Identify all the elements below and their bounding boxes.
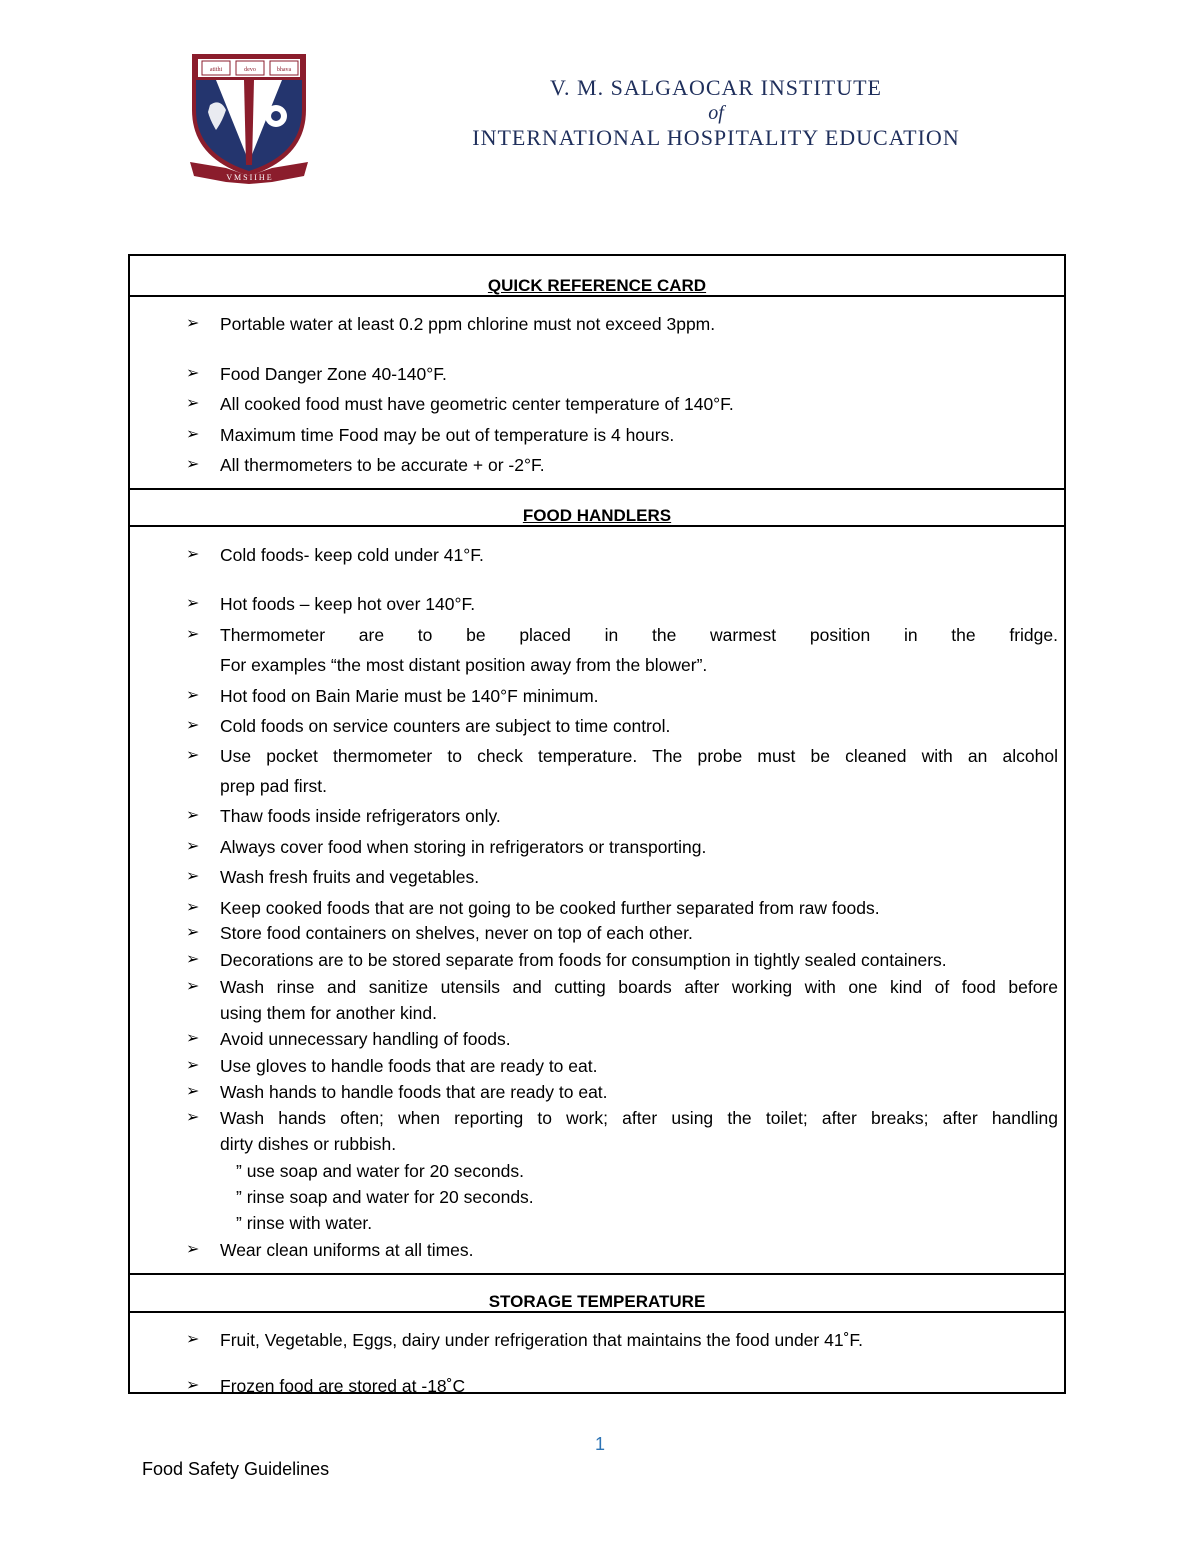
divider [130,295,1064,297]
sub-item: ” rinse with water. [236,1213,373,1233]
list-item-continuation: dirty dishes or rubbish. [220,1134,397,1154]
arrow-bullet-icon: ➢ [186,1083,200,1100]
divider [130,488,1064,490]
arrow-bullet-icon: ➢ [186,595,200,612]
arrow-bullet-icon: ➢ [186,365,200,382]
institute-crest-logo [186,50,312,186]
list-item-continuation: For examples “the most distant position away from the blower”. [220,655,708,675]
arrow-bullet-icon: ➢ [186,1331,200,1348]
divider [130,1311,1064,1313]
arrow-bullet-icon: ➢ [186,456,200,473]
arrow-bullet-icon: ➢ [186,838,200,855]
sub-item: ” rinse soap and water for 20 seconds. [236,1187,534,1207]
storage-temperature-heading: STORAGE TEMPERATURE [488,1292,706,1311]
page-number: 1 [594,1434,605,1454]
food-handlers-heading: FOOD HANDLERS [522,506,672,525]
institute-name-line1: V. M. SALGAOCAR INSTITUTE [550,75,882,100]
list-item-continuation: prep pad first. [220,776,327,796]
arrow-bullet-icon: ➢ [186,1241,200,1258]
arrow-bullet-icon: ➢ [186,395,200,412]
crest-banner-text: V M S I I H E [226,173,272,182]
arrow-bullet-icon: ➢ [186,951,200,968]
crest-motto-2: devo [244,67,256,73]
arrow-bullet-icon: ➢ [186,899,200,916]
quick-reference-heading: QUICK REFERENCE CARD [487,276,707,295]
footer-document-title: Food Safety Guidelines [142,1459,330,1479]
institute-name-line2: of [708,102,724,124]
list-item-continuation: using them for another kind. [220,1003,437,1023]
institute-name [466,74,966,152]
crest-motto-3: bhava [276,67,292,73]
arrow-bullet-icon: ➢ [186,1030,200,1047]
arrow-bullet-icon: ➢ [186,1057,200,1074]
sub-item: ” use soap and water for 20 seconds. [236,1161,524,1181]
arrow-bullet-icon: ➢ [186,747,200,764]
arrow-bullet-icon: ➢ [186,868,200,885]
arrow-bullet-icon: ➢ [186,687,200,704]
crest-motto-1: atithi [209,67,223,73]
arrow-bullet-icon: ➢ [186,426,200,443]
arrow-bullet-icon: ➢ [186,978,200,995]
arrow-bullet-icon: ➢ [186,924,200,941]
arrow-bullet-icon: ➢ [186,1377,200,1394]
arrow-bullet-icon: ➢ [186,315,200,332]
arrow-bullet-icon: ➢ [186,626,200,643]
arrow-bullet-icon: ➢ [186,1109,200,1126]
divider [130,525,1064,527]
arrow-bullet-icon: ➢ [186,717,200,734]
reference-card: QUICK REFERENCE CARD ➢ Portable water at least 0.2 ppm chlorine must not exceed 3ppm. ➢ Food Danger Zone 40-140°F. ➢ All cooked food must have geometric center temperature of 140°F. ➢ Maximum time Food may be out of temperature is 4 hours. ➢ All thermometers to be accurate + or -2°F. FOOD HANDLERS ➢ Cold foods- keep cold under 41°F. ➢ Hot foods – keep hot over 140°F. ➢ Thermometer are to be placed in the warmest position in the fridge. For examples “the most distant position away from the blower”. ➢ Hot food on Bain Marie must be 140°F minimum. ➢ Cold foods on service counters are subject to time control. ➢ Use pocket thermometer to check temperature. The probe must be cleaned with an alcohol prep pad first. ➢ Thaw foods inside refrigerators only. ➢ Always cover food when storing in refrigerators or transporting. ➢ Wash fresh fruits and vegetables. ➢ Keep cooked foods that are not going to be cooked further separated from raw foods. ➢ Store food containers on shelves, never on top of each other. ➢ Decorations are to be stored separate from foods for consumption in tightly sealed containers. ➢ Wash rinse and sanitize utensils and cutting boards after working with one kind of food before using them for another kind. ➢ Avoid unnecessary handling of foods. ➢ Use gloves to handle foods that are ready to eat. ➢ Wash hands to handle foods that are ready to eat. ➢ Wash hands often; when reporting to work; after using the toilet; after breaks; after handling dirty dishes or rubbish. ” use soap and water for 20 seconds. ” rinse soap and water for 20 seconds. ” rinse with water. ➢ Wear clean uniforms at all times. STORAGE TEMPERATURE ➢ Fruit, Vegetable, Eggs, dairy under refrigeration that maintains the food under 41˚F. ➢ Frozen food are stored at -18˚C [128,254,1066,1394]
arrow-bullet-icon: ➢ [186,546,200,563]
institute-name-line3: INTERNATIONAL HOSPITALITY EDUCATION [472,125,960,150]
arrow-bullet-icon: ➢ [186,807,200,824]
divider [130,1273,1064,1275]
